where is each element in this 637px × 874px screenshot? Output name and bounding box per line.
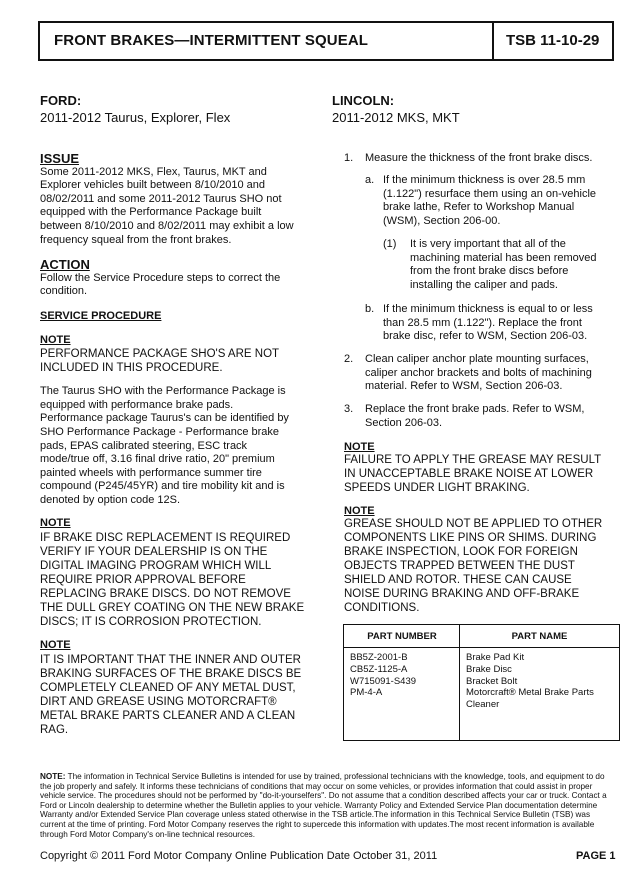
text-line: Ford or Lincoln dealership to determine whether the Bulletin applies to your vehicle. Warranty Policy and Extended Service Plan documentation determine xyxy=(40,800,598,810)
text-line: Performance package Taurus's can be identified by xyxy=(40,412,289,425)
action-text xyxy=(40,272,330,299)
text-line: Warranty and/or Extended Service Plan coverage unless stated otherwise in the TSB article.The information in this Technical Service Bulletin (TSB) was xyxy=(40,810,591,820)
text-line: INCLUDED IN THIS PROCEDURE. xyxy=(40,362,223,375)
step-1a-1 xyxy=(383,238,628,292)
note-performance-package xyxy=(40,347,330,375)
text-line: REQUIRE PRIOR APPROVAL BEFORE xyxy=(40,574,246,587)
text-line: the job properly and safely. It informs these technicians of conditions that may occur on some vehicles, or provides information that could assist in proper xyxy=(40,781,593,791)
table-row xyxy=(344,664,619,676)
text-line: RAG. xyxy=(40,723,69,736)
text-line: DISCS; IT IS CORROSION PROTECTION. xyxy=(40,616,262,629)
copyright: Copyright © 2011 Ford Motor Company Online Publication Date October 31, 2011 xyxy=(40,850,438,862)
text-line: BRAKING SURFACES OF THE BRAKE DISCS BE xyxy=(40,667,302,680)
note-heading: NOTE xyxy=(40,639,71,652)
left-column xyxy=(40,152,330,737)
text-line: current at the time of printing. Ford Motor Company reserves the right to supercede this information with updates.The most recent information is available xyxy=(40,819,595,829)
text-line: Follow the Service Procedure steps to correct the xyxy=(40,271,281,284)
ford-label: FORD: xyxy=(40,93,82,108)
disclaimer-label: NOTE: xyxy=(40,772,66,781)
text-line: Replace the front brake pads. Refer to WSM, xyxy=(365,403,585,415)
service-procedure-heading: SERVICE PROCEDURE xyxy=(40,309,162,322)
column-header-part-number: PART NUMBER xyxy=(344,625,460,648)
table-row xyxy=(344,676,619,688)
text-line: THE DULL GREY COATING ON THE NEW BRAKE xyxy=(40,602,305,615)
text-line: through Ford Motor Company's on-line technical resources. xyxy=(40,829,255,839)
step-number: 1. xyxy=(344,152,354,164)
text-line: IF BRAKE DISC REPLACEMENT IS REQUIRED xyxy=(40,532,291,545)
text-line: IN UNACCEPTABLE BRAKE NOISE AT LOWER xyxy=(344,468,594,480)
text-line: denoted by option code 12S. xyxy=(40,493,181,506)
text-line: If the minimum thickness is equal to or less xyxy=(383,303,593,315)
text-line: machining material has been removed xyxy=(410,251,597,264)
action-heading: ACTION xyxy=(40,257,90,273)
text-line: equipped with the Performance Package built xyxy=(40,206,262,219)
column-header-part-name: PART NAME xyxy=(460,625,619,648)
text-line: (1.122") resurface them using an on-vehicle xyxy=(383,187,597,200)
part-name-cell: Bracket Bolt xyxy=(466,675,518,687)
bulletin-title: FRONT BRAKES—INTERMITTENT SQUEAL xyxy=(54,32,369,49)
text-line: COMPONENTS LIKE PINS OR SHIMS. DURING xyxy=(344,532,597,544)
text-line: SPEEDS UNDER LIGHT BRAKING. xyxy=(344,482,530,494)
tsb-number: TSB 11-10-29 xyxy=(506,32,600,49)
text-line: GREASE SHOULD NOT BE APPLIED TO OTHER xyxy=(344,518,603,530)
text-line: Clean caliper anchor plate mounting surfaces, xyxy=(365,353,589,365)
issue-heading: ISSUE xyxy=(40,151,80,166)
text-line: PERFORMANCE PACKAGE SHO'S ARE NOT xyxy=(40,348,280,361)
table-row xyxy=(344,687,619,711)
text-line: Explorer vehicles built between 8/10/2010 and xyxy=(40,179,266,192)
text-line: brake lathe, Refer to Workshop Manual xyxy=(383,201,575,214)
text-line: SHO Performance Package - Performance brake xyxy=(40,425,280,438)
table-column-divider xyxy=(459,625,460,740)
text-line: (WSM), Section 206-00. xyxy=(383,214,501,227)
text-line: It is very important that all of the xyxy=(410,238,566,250)
text-line: caliper anchor brackets and bolts of machining xyxy=(365,366,592,379)
text-line: METAL BRAKE PARTS CLEANER AND A CLEAN xyxy=(40,709,296,722)
text-line: The Taurus SHO with the Performance Package is xyxy=(40,385,286,398)
step-1 xyxy=(344,152,624,166)
issue-text xyxy=(40,166,330,248)
text-line: material. Refer to WSM, Section 206-03. xyxy=(365,380,563,393)
step-2 xyxy=(344,353,629,394)
table-header-row xyxy=(344,625,619,648)
text-line: between 8/10/2010 and 8/02/2011 may exhibit a low xyxy=(40,219,294,232)
note-grease-failure xyxy=(344,453,629,495)
note-cleaning xyxy=(40,653,330,737)
text-line: than 28.5 mm (1.122"). Replace the front xyxy=(383,316,582,329)
step-1b xyxy=(365,303,630,344)
text-line: FAILURE TO APPLY THE GREASE MAY RESULT xyxy=(344,454,602,466)
part-number-cell: PM-4-A xyxy=(350,687,383,699)
step-number: 2. xyxy=(344,353,354,365)
text-line: If the minimum thickness is over 28.5 mm xyxy=(383,174,586,186)
note-brake-disc-replacement xyxy=(40,531,330,629)
text-line: The information in Technical Service Bulletins is intended for use by trained, professional technicians with the knowledge, tools, and equipment to do xyxy=(67,772,605,781)
text-line: OBJECTS TRAPPED BETWEEN THE DUST xyxy=(344,560,575,572)
text-line: installing the caliper and pads. xyxy=(410,278,558,291)
text-line: frequency squeal from the front brakes. xyxy=(40,233,232,246)
text-line: painted wheels with performance summer tire xyxy=(40,466,262,479)
text-line: NOISE DURING BRAKING AND OFF-BRAKE xyxy=(344,588,580,600)
parts-table xyxy=(343,624,620,741)
text-line: Some 2011-2012 MKS, Flex, Taurus, MKT and xyxy=(40,165,267,178)
lincoln-label: LINCOLN: xyxy=(332,93,395,108)
text-line: vehicle service. The procedures should not be performed by "do-it-yourselfers". Do not assume that a condition described affects your car or truck. Contact a xyxy=(40,791,607,801)
note-heading: NOTE xyxy=(40,333,71,346)
part-name-cell: Motorcraft® Metal Brake Parts Cleaner xyxy=(466,687,594,711)
step-number: (1) xyxy=(383,238,397,250)
note-heading: NOTE xyxy=(40,517,71,530)
text-line: mode/true off, 3.16 final drive ratio, 20" premium xyxy=(40,453,275,466)
text-line: Section 206-03. xyxy=(365,416,443,429)
text-line: equipped with performance brake pads. xyxy=(40,398,234,411)
text-line: compound (P245/45YR) and tire mobility kit and is xyxy=(40,480,285,493)
text-line: SHIELD AND ROTOR. THESE CAN CAUSE xyxy=(344,574,572,586)
step-number: 3. xyxy=(344,403,354,415)
text-line: pads, EPAS calibrated steering, ESC track xyxy=(40,439,248,452)
text-line: REPLACING BRAKE DISCS. DO NOT REMOVE xyxy=(40,588,291,601)
note-grease-application xyxy=(344,517,629,615)
header-divider xyxy=(492,23,494,59)
text-line: brake disc, refer to WSM, Section 206-03. xyxy=(383,330,588,343)
text-line: condition. xyxy=(40,285,88,298)
lincoln-models: 2011-2012 MKS, MKT xyxy=(332,110,460,125)
part-number-cell: BB5Z-2001-B xyxy=(350,652,408,663)
text-line: 08/02/2011 and some 2011-2012 Taurus SHO not xyxy=(40,192,282,205)
text-line: DIRT AND GREASE USING MOTORCRAFT® xyxy=(40,695,277,708)
text-line: IT IS IMPORTANT THAT THE INNER AND OUTER xyxy=(40,653,301,666)
note-heading: NOTE xyxy=(344,441,375,453)
sho-paragraph xyxy=(40,385,330,507)
text-line: Measure the thickness of the front brake discs. xyxy=(365,152,593,164)
text-line: COMPLETELY CLEANED OF ANY METAL DUST, xyxy=(40,681,296,694)
step-number: b. xyxy=(365,303,375,315)
text-line: CONDITIONS. xyxy=(344,602,420,614)
text-line: BRAKE INSPECTION, LOOK FOR FOREIGN xyxy=(344,546,578,558)
text-line: VERIFY IF YOUR DEALERSHIP IS ON THE xyxy=(40,546,268,559)
part-number-cell: W715091-S439 xyxy=(350,675,417,687)
right-notes xyxy=(344,441,629,615)
text-line: from the front brake discs before xyxy=(410,265,569,278)
part-name-cell: Brake Pad Kit xyxy=(466,652,525,663)
note-heading: NOTE xyxy=(344,505,375,517)
part-number-cell: CB5Z-1125-A xyxy=(350,663,408,675)
step-3 xyxy=(344,403,629,430)
text-line: DIGITAL IMAGING PROGRAM WHICH WILL xyxy=(40,560,272,573)
table-row xyxy=(344,648,619,664)
ford-models: 2011-2012 Taurus, Explorer, Flex xyxy=(40,110,231,125)
bulletin-header xyxy=(38,21,614,61)
footer-disclaimer xyxy=(40,772,620,839)
page-number: PAGE 1 xyxy=(576,850,616,862)
step-1a xyxy=(365,174,625,228)
part-name-cell: Brake Disc xyxy=(466,663,512,675)
step-number: a. xyxy=(365,174,375,186)
